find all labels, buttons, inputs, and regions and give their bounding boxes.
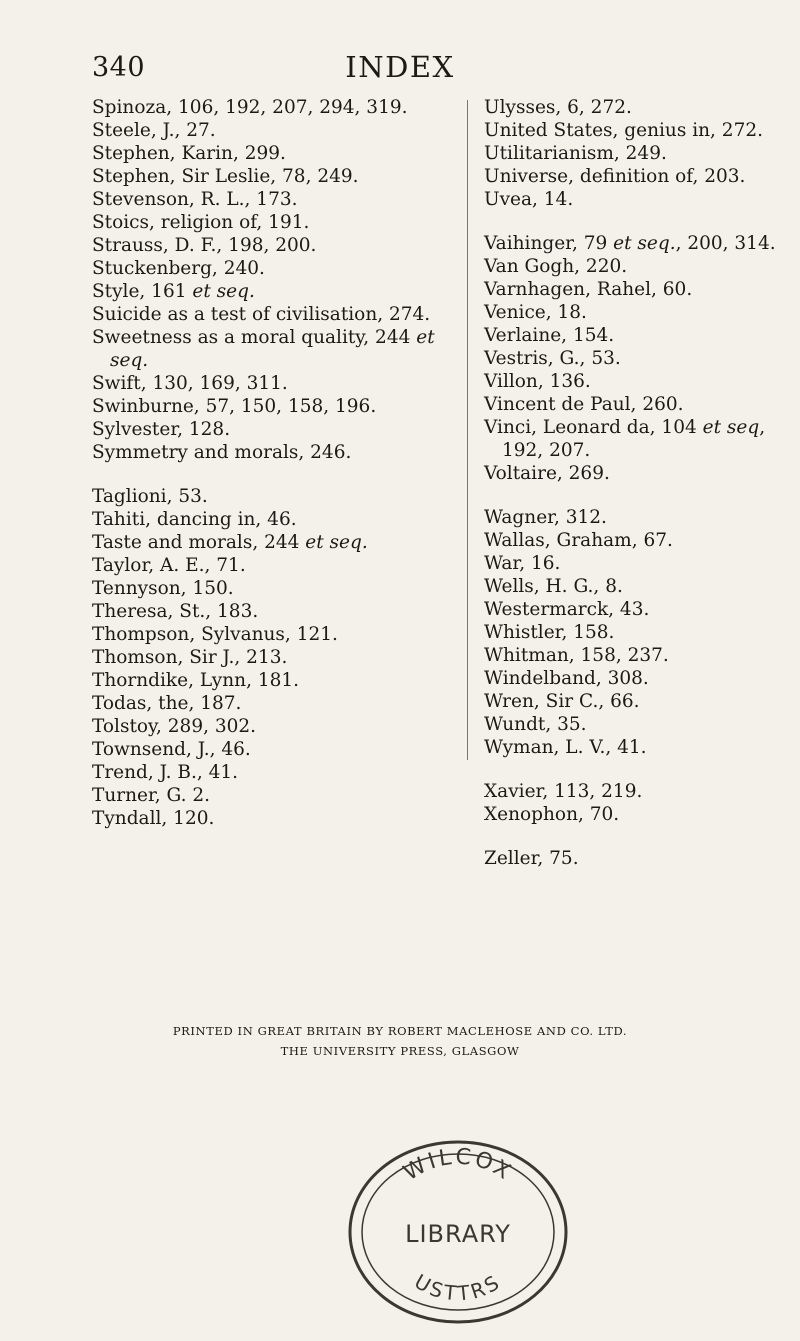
index-entry <box>484 506 794 529</box>
index-entry-text: Taylor, A. E., 71. <box>92 555 246 576</box>
index-entry-italic: et seq. <box>110 327 435 371</box>
index-entry-text: Stevenson, R. L., 173. <box>92 189 298 210</box>
index-entry-text: Universe, definition of, 203. <box>484 166 746 187</box>
index-entry-text: Style, 161 <box>92 281 193 302</box>
index-entry-text: Swift, 130, 169, 311. <box>92 373 288 394</box>
index-entry <box>92 372 472 395</box>
index-entry <box>484 119 794 142</box>
index-entry <box>484 324 794 347</box>
column-divider <box>467 100 468 760</box>
page-title: INDEX <box>345 50 455 84</box>
index-entry-text: Vestris, G., 53. <box>484 348 621 369</box>
index-entry <box>92 418 472 441</box>
index-letter-group <box>92 485 472 830</box>
index-letter-group <box>484 96 794 211</box>
index-entry-text: Strauss, D. F., 198, 200. <box>92 235 317 256</box>
index-entry-text: Taste and morals, 244 <box>92 532 306 553</box>
index-letter-group <box>484 847 794 870</box>
index-entry <box>92 715 472 738</box>
index-entry <box>484 552 794 575</box>
index-entry-text: Zeller, 75. <box>484 848 579 869</box>
index-entry-text: Stuckenberg, 240. <box>92 258 265 279</box>
index-entry-text: Thomson, Sir J., 213. <box>92 647 288 668</box>
index-entry <box>92 623 472 646</box>
index-entry-text: Wren, Sir C., 66. <box>484 691 640 712</box>
index-entry <box>92 646 472 669</box>
index-entry-text: Verlaine, 154. <box>484 325 615 346</box>
index-entry <box>484 736 794 759</box>
index-entry-text: Villon, 136. <box>484 371 591 392</box>
index-entry <box>484 96 794 119</box>
index-entry-text: Windelband, 308. <box>484 668 649 689</box>
index-entry <box>484 416 794 462</box>
index-letter-group <box>484 780 794 826</box>
index-entry-text: Sweetness as a moral quality, 244 <box>92 327 417 348</box>
index-entry <box>484 232 794 255</box>
index-entry-text: Vaihinger, 79 <box>484 233 614 254</box>
index-entry-pages: , 192, 207. <box>502 417 766 461</box>
index-entry <box>92 280 472 303</box>
index-entry <box>484 165 794 188</box>
index-entry <box>92 807 472 830</box>
index-entry-text: Wells, H. G., 8. <box>484 576 623 597</box>
index-entry-italic: et seq. <box>613 233 676 254</box>
index-entry <box>92 761 472 784</box>
index-entry <box>92 142 472 165</box>
index-entry <box>92 165 472 188</box>
index-entry-text: United States, genius in, 272. <box>484 120 763 141</box>
index-entry <box>484 598 794 621</box>
index-entry-text: Sylvester, 128. <box>92 419 231 440</box>
index-entry <box>484 644 794 667</box>
index-entry <box>92 188 472 211</box>
page-number: 340 <box>92 52 146 83</box>
index-letter-group <box>484 506 794 759</box>
index-entry-text: Tennyson, 150. <box>92 578 234 599</box>
index-entry-text: Spinoza, 106, 192, 207, 294, 319. <box>92 97 408 118</box>
index-entry-text: Vincent de Paul, 260. <box>484 394 684 415</box>
index-entry <box>92 303 472 326</box>
index-entry <box>92 554 472 577</box>
index-entry <box>484 803 794 826</box>
index-letter-group <box>92 96 472 464</box>
index-entry <box>92 485 472 508</box>
index-entry-text: Wundt, 35. <box>484 714 587 735</box>
index-entry-italic: et seq. <box>305 532 368 553</box>
index-entry <box>484 301 794 324</box>
index-entry-text: Uvea, 14. <box>484 189 574 210</box>
index-entry <box>92 234 472 257</box>
index-entry-text: Whitman, 158, 237. <box>484 645 669 666</box>
index-entry <box>484 621 794 644</box>
index-entry-text: Vinci, Leonard da, 104 <box>484 417 703 438</box>
index-entry-text: Townsend, J., 46. <box>92 739 251 760</box>
index-entry-text: Tolstoy, 289, 302. <box>92 716 257 737</box>
index-entry-text: Steele, J., 27. <box>92 120 216 141</box>
index-entry <box>92 738 472 761</box>
index-entry <box>92 577 472 600</box>
index-entry <box>484 847 794 870</box>
printer-imprint <box>0 1021 800 1061</box>
index-entry-text: Utilitarianism, 249. <box>484 143 667 164</box>
index-entry-text: Stoics, religion of, 191. <box>92 212 310 233</box>
index-entry <box>92 119 472 142</box>
index-entry <box>484 188 794 211</box>
index-entry <box>92 784 472 807</box>
index-entry-text: Ulysses, 6, 272. <box>484 97 632 118</box>
index-entry-text: Whistler, 158. <box>484 622 615 643</box>
index-entry <box>484 370 794 393</box>
index-entry <box>484 393 794 416</box>
index-entry <box>92 211 472 234</box>
index-entry-text: Thorndike, Lynn, 181. <box>92 670 300 691</box>
index-entry-text: Turner, G. 2. <box>92 785 211 806</box>
index-entry <box>484 255 794 278</box>
index-entry <box>484 462 794 485</box>
index-entry <box>92 257 472 280</box>
index-entry <box>484 278 794 301</box>
index-entry-text: Xenophon, 70. <box>484 804 620 825</box>
index-entry-text: Taglioni, 53. <box>92 486 208 507</box>
stamp-top-text: WILCOX <box>399 1144 518 1187</box>
index-entry <box>484 780 794 803</box>
index-entry <box>92 508 472 531</box>
index-entry-text: Wagner, 312. <box>484 507 607 528</box>
imprint-line-2: THE UNIVERSITY PRESS, GLASGOW <box>280 1044 520 1058</box>
index-entry-text: Stephen, Sir Leslie, 78, 249. <box>92 166 359 187</box>
index-entry <box>484 667 794 690</box>
index-entry-text: Wyman, L. V., 41. <box>484 737 647 758</box>
index-entry <box>92 692 472 715</box>
index-entry <box>92 395 472 418</box>
index-entry <box>484 529 794 552</box>
index-entry <box>484 347 794 370</box>
index-entry <box>92 531 472 554</box>
index-entry-text: Theresa, St., 183. <box>92 601 259 622</box>
index-letter-group <box>484 232 794 485</box>
index-entry-text: War, 16. <box>484 553 561 574</box>
index-entry-text: Varnhagen, Rahel, 60. <box>484 279 693 300</box>
index-entry-pages: , 200, 314. <box>675 233 776 254</box>
index-column-right <box>484 96 794 891</box>
index-entry-text: Voltaire, 269. <box>484 463 610 484</box>
index-entry-text: Todas, the, 187. <box>92 693 242 714</box>
index-entry-text: Tyndall, 120. <box>92 808 215 829</box>
index-entry <box>92 441 472 464</box>
stamp-bottom-text: USTTRS <box>410 1269 506 1306</box>
index-entry-text: Wallas, Graham, 67. <box>484 530 673 551</box>
index-entry <box>484 142 794 165</box>
index-entry-text: Swinburne, 57, 150, 158, 196. <box>92 396 377 417</box>
index-entry-italic: et seq. <box>192 281 255 302</box>
index-entry <box>484 690 794 713</box>
index-entry-text: Tahiti, dancing in, 46. <box>92 509 297 530</box>
index-entry-text: Symmetry and morals, 246. <box>92 442 352 463</box>
index-entry <box>92 326 472 372</box>
library-stamp <box>338 1132 578 1332</box>
index-entry <box>92 600 472 623</box>
index-entry-text: Xavier, 113, 219. <box>484 781 643 802</box>
imprint-line-1: PRINTED IN GREAT BRITAIN BY ROBERT MACLEHOSE AND CO. LTD. <box>172 1024 628 1038</box>
index-entry <box>92 669 472 692</box>
index-entry-italic: et seq <box>702 417 760 438</box>
index-entry-text: Westermarck, 43. <box>484 599 650 620</box>
index-column-left <box>92 96 472 851</box>
index-entry <box>484 575 794 598</box>
stamp-center-text: LIBRARY <box>405 1220 511 1248</box>
index-entry-text: Suicide as a test of civilisation, 274. <box>92 304 431 325</box>
index-entry-text: Van Gogh, 220. <box>484 256 628 277</box>
index-entry-text: Venice, 18. <box>484 302 587 323</box>
index-entry-text: Trend, J. B., 41. <box>92 762 239 783</box>
index-entry-text: Thompson, Sylvanus, 121. <box>92 624 338 645</box>
index-entry <box>484 713 794 736</box>
index-entry-text: Stephen, Karin, 299. <box>92 143 286 164</box>
index-entry <box>92 96 472 119</box>
